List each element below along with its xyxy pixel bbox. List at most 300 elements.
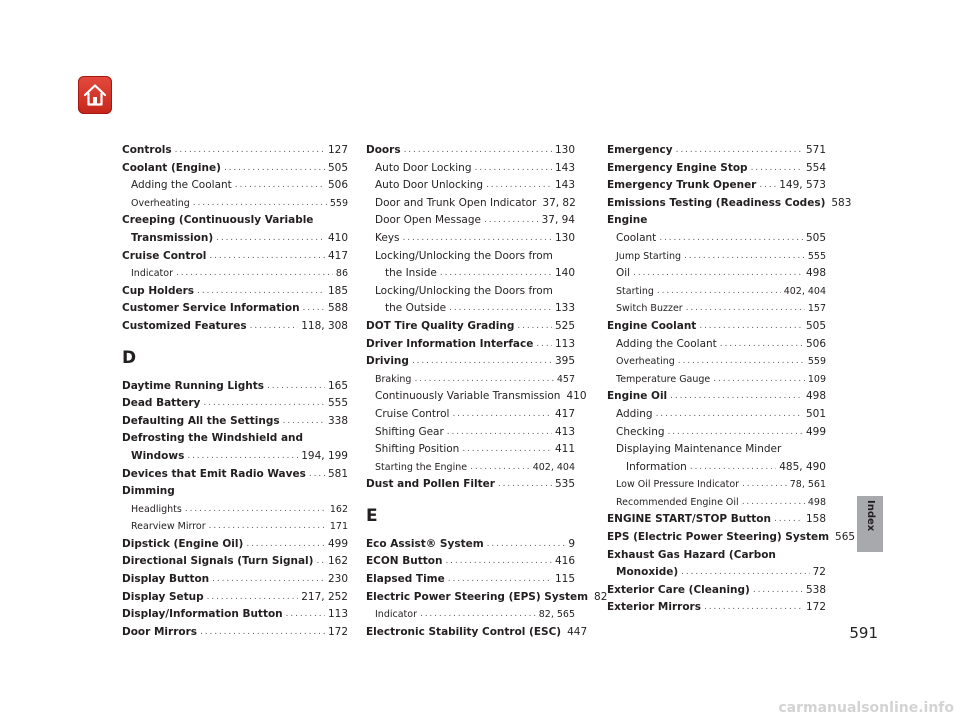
page-reference[interactable]: 113 (554, 337, 575, 350)
entry-label: Cup Holders (122, 284, 195, 297)
index-subentry[interactable] (366, 230, 575, 248)
index-heading[interactable]: Displaying Maintenance Minder (616, 443, 782, 456)
index-subentry[interactable] (366, 212, 575, 230)
index-subentry[interactable] (607, 230, 826, 248)
index-heading[interactable]: Defrosting the Windshield and (122, 432, 304, 445)
index-block (366, 536, 608, 642)
page-reference[interactable]: 402, 404 (532, 461, 575, 473)
entry-label: Shifting Gear (375, 425, 444, 438)
page-reference[interactable]: 172 (805, 601, 826, 614)
index-subentry[interactable] (122, 265, 348, 283)
dot-leader (487, 536, 566, 554)
index-entry[interactable] (122, 466, 348, 484)
dot-leader (200, 624, 325, 642)
dot-leader (303, 300, 325, 318)
dot-leader (678, 353, 805, 371)
dot-leader (486, 177, 552, 195)
dot-leader (704, 599, 803, 617)
entry-label: ECON Button (366, 555, 443, 568)
page-reference[interactable]: 525 (554, 319, 575, 332)
dot-leader (474, 160, 551, 178)
dot-leader (452, 406, 552, 424)
page-reference[interactable]: 555 (327, 397, 348, 410)
dot-leader (633, 265, 803, 283)
page-reference[interactable]: 416 (554, 555, 575, 568)
section-letter: D (122, 347, 137, 368)
entry-label: the Outside (385, 302, 447, 315)
dot-leader (774, 511, 803, 529)
dot-leader (250, 318, 299, 336)
page-reference[interactable]: 72 (812, 566, 826, 579)
dot-leader (448, 571, 552, 589)
page-reference[interactable]: 143 (554, 179, 575, 192)
dot-leader (656, 406, 803, 424)
page-reference[interactable]: 447 (567, 625, 588, 638)
dot-leader (209, 518, 327, 536)
page-reference[interactable]: 559 (329, 197, 348, 209)
index-entry[interactable] (122, 606, 348, 624)
index-subentry[interactable] (607, 300, 826, 318)
dot-leader (414, 371, 553, 389)
index-subentry[interactable] (122, 518, 348, 536)
dot-leader (420, 606, 536, 624)
entry-label: Continuously Variable Transmission (375, 390, 561, 403)
index-subentry[interactable] (366, 459, 575, 477)
page-reference[interactable]: 133 (554, 302, 575, 315)
entry-label: Oil (616, 267, 631, 280)
index-heading[interactable]: Engine (607, 214, 648, 227)
dot-leader (659, 230, 803, 248)
dot-leader (185, 501, 327, 519)
entry-label: Windows (131, 449, 185, 462)
index-subentry[interactable] (607, 336, 826, 354)
index-subentry[interactable] (607, 476, 826, 494)
dot-leader (470, 459, 530, 477)
page-reference[interactable]: 554 (805, 161, 826, 174)
dot-leader (267, 378, 325, 396)
dot-leader (753, 582, 803, 600)
dot-leader (203, 395, 325, 413)
entry-label: Defaulting All the Settings (122, 414, 280, 427)
index-entry[interactable] (122, 248, 348, 266)
page-reference[interactable]: 498 (805, 390, 826, 403)
index-column-2 (366, 142, 608, 641)
dot-leader (670, 388, 803, 406)
page-reference[interactable]: 130 (554, 231, 575, 244)
index-heading[interactable]: Creeping (Continuously Variable (122, 214, 314, 227)
dot-leader (699, 318, 803, 336)
index-heading[interactable]: Locking/Unlocking the Doors from (375, 284, 553, 297)
entry-label: Display/Information Button (122, 608, 283, 621)
dot-leader (175, 142, 325, 160)
dot-leader (440, 265, 552, 283)
entry-label: Keys (375, 231, 400, 244)
section-letter: E (366, 505, 378, 526)
entry-label: Indicator (375, 609, 417, 621)
entry-label: Door Mirrors (122, 625, 198, 638)
dot-leader (224, 160, 325, 178)
index-entry[interactable] (366, 589, 608, 607)
index-subentry[interactable] (607, 424, 826, 442)
page-reference[interactable]: 158 (805, 513, 826, 526)
dot-leader (759, 177, 776, 195)
index-subentry[interactable] (607, 371, 826, 389)
entry-label: Dust and Pollen Filter (366, 478, 495, 491)
index-subentry[interactable] (122, 501, 348, 519)
dot-leader (197, 283, 325, 301)
page-reference[interactable]: 535 (554, 478, 575, 491)
page-reference[interactable]: 86 (335, 268, 348, 280)
page-reference[interactable]: 506 (805, 337, 826, 350)
entry-label: Controls (122, 144, 172, 156)
index-subentry[interactable] (122, 177, 348, 195)
entry-label: Display Setup (122, 590, 204, 603)
entry-label: Low Oil Pressure Indicator (616, 479, 740, 491)
dot-leader (209, 248, 325, 266)
page-reference[interactable]: 501 (805, 407, 826, 420)
index-entry[interactable] (366, 353, 575, 371)
index-subentry[interactable] (366, 424, 575, 442)
entry-label: Adding (616, 407, 653, 420)
page-reference[interactable]: 506 (327, 179, 348, 192)
dot-leader (742, 494, 805, 512)
index-heading[interactable]: Locking/Unlocking the Doors from (375, 249, 553, 262)
index-entry[interactable] (366, 318, 575, 336)
index-entry[interactable] (122, 160, 348, 178)
dot-leader (536, 336, 552, 354)
dot-leader (286, 606, 325, 624)
dot-leader (187, 448, 298, 466)
dot-leader (309, 466, 325, 484)
page-reference[interactable]: 498 (805, 267, 826, 280)
index-subentry[interactable] (366, 441, 575, 459)
entry-label: Indicator (131, 268, 173, 280)
page-reference[interactable]: 37, 82 (542, 196, 576, 209)
index-entry[interactable] (122, 378, 348, 396)
page-reference[interactable]: 457 (556, 373, 575, 385)
index-entry[interactable] (607, 142, 826, 160)
entry-label: Adding the Coolant (131, 179, 232, 192)
page-reference[interactable]: 417 (554, 407, 575, 420)
page-reference[interactable]: 113 (327, 608, 348, 621)
index-entry[interactable] (607, 177, 826, 195)
entry-label: Display Button (122, 573, 210, 586)
entry-label: Emissions Testing (Readiness Codes) (607, 196, 826, 209)
index-entry[interactable] (366, 142, 575, 160)
index-subentry[interactable] (607, 353, 826, 371)
page-reference[interactable]: 115 (554, 573, 575, 586)
index-subentry[interactable] (607, 265, 826, 283)
entry-label: Devices that Emit Radio Waves (122, 467, 306, 480)
dot-leader (686, 300, 805, 318)
entry-label: Dipstick (Engine Oil) (122, 537, 244, 550)
watermark: carmanualsonline.info (778, 700, 954, 716)
page-reference[interactable]: 583 (831, 196, 852, 209)
page-number: 591 (849, 624, 878, 642)
index-subentry[interactable] (366, 371, 575, 389)
page-reference[interactable]: 82 (594, 590, 608, 603)
page-reference[interactable]: 588 (327, 302, 348, 315)
page-reference[interactable]: 571 (805, 144, 826, 156)
index-entry[interactable] (122, 318, 348, 336)
entry-label: Dead Battery (122, 397, 201, 410)
index-subentry[interactable] (607, 494, 826, 512)
entry-label: Auto Door Locking (375, 161, 472, 174)
entry-label: Starting the Engine (375, 461, 468, 473)
page-reference[interactable]: 395 (554, 355, 575, 368)
dot-leader (498, 476, 552, 494)
page-reference[interactable]: 171 (329, 521, 348, 533)
dot-leader (517, 318, 552, 336)
entry-label: Customized Features (122, 319, 247, 332)
dot-leader (207, 589, 299, 607)
page-reference[interactable]: 162 (327, 555, 348, 568)
dot-leader (176, 265, 333, 283)
page-reference[interactable]: 9 (568, 537, 575, 550)
dot-leader (283, 413, 325, 431)
entry-label: Electric Power Steering (EPS) System (366, 590, 589, 603)
index-entry[interactable] (607, 318, 826, 336)
entry-label: Doors (366, 144, 401, 156)
index-subentry[interactable] (366, 406, 575, 424)
page-reference[interactable]: 338 (327, 414, 348, 427)
page-reference[interactable]: 499 (327, 537, 348, 550)
entry-label: Exterior Mirrors (607, 601, 701, 614)
index-subentry[interactable] (366, 177, 575, 195)
home-icon (82, 82, 108, 108)
page-reference[interactable]: 413 (554, 425, 575, 438)
dot-leader (484, 212, 539, 230)
side-tab-label: Index (865, 500, 876, 532)
page-reference[interactable]: 162 (329, 503, 348, 515)
page-reference[interactable]: 130 (554, 144, 575, 156)
entry-label: Exterior Care (Cleaning) (607, 583, 750, 596)
page-reference[interactable]: 485, 490 (779, 460, 826, 473)
entry-label: Cruise Control (375, 407, 450, 420)
index-subentry[interactable] (366, 160, 575, 178)
page-reference[interactable]: 538 (805, 583, 826, 596)
index-subentry[interactable] (366, 300, 575, 318)
entry-label: Starting (616, 285, 654, 297)
index-entry[interactable] (122, 571, 348, 589)
dot-leader (684, 248, 805, 266)
page-reference[interactable]: 118, 308 (301, 319, 348, 332)
entry-label: Driving (366, 355, 409, 368)
index-entry[interactable] (366, 624, 588, 642)
entry-label: Eco Assist® System (366, 537, 484, 550)
dot-leader (212, 571, 325, 589)
index-entry[interactable] (607, 195, 852, 213)
entry-label: Emergency Trunk Opener (607, 179, 757, 192)
entry-label: Overheating (616, 356, 675, 368)
entry-label: Door and Trunk Open Indicator (375, 196, 537, 209)
index-entry[interactable] (607, 599, 826, 617)
home-button[interactable] (78, 76, 112, 114)
entry-label: Rearview Mirror (131, 521, 206, 533)
entry-label: Adding the Coolant (616, 337, 717, 350)
index-entry[interactable] (607, 511, 826, 529)
index-entry[interactable] (607, 529, 856, 547)
page-reference[interactable]: 410 (566, 390, 587, 403)
entry-label: Emergency Engine Stop (607, 161, 748, 174)
index-entry[interactable] (122, 230, 348, 248)
index-column-3 (607, 142, 856, 617)
dot-leader (412, 353, 552, 371)
entry-label: Shifting Position (375, 443, 460, 456)
page-reference[interactable]: 505 (805, 231, 826, 244)
page-reference[interactable]: 143 (554, 161, 575, 174)
index-entry[interactable] (122, 624, 348, 642)
index-entry[interactable] (607, 582, 826, 600)
dot-leader (235, 177, 325, 195)
index-entry[interactable] (122, 300, 348, 318)
entry-label: Braking (375, 373, 412, 385)
page-reference[interactable]: 559 (807, 356, 826, 368)
page-reference[interactable]: 499 (805, 425, 826, 438)
index-entry[interactable] (607, 564, 826, 582)
page-reference[interactable]: 230 (327, 573, 348, 586)
page-reference[interactable]: 410 (327, 231, 348, 244)
index-entry[interactable] (122, 413, 348, 431)
entry-label: Customer Service Information (122, 302, 300, 315)
dot-leader (316, 553, 324, 571)
index-entry[interactable] (607, 160, 826, 178)
page-reference[interactable]: 185 (327, 284, 348, 297)
dot-leader (447, 424, 552, 442)
index-entry[interactable] (122, 283, 348, 301)
index-entry[interactable] (122, 142, 348, 160)
page-reference[interactable]: 37, 94 (541, 214, 575, 227)
page-reference[interactable]: 82, 565 (538, 609, 575, 621)
dot-leader (216, 230, 325, 248)
page-reference[interactable]: 555 (807, 250, 826, 262)
page-reference[interactable]: 505 (805, 319, 826, 332)
dot-leader (246, 536, 325, 554)
dot-leader (462, 441, 552, 459)
index-heading[interactable]: Dimming (122, 485, 175, 498)
entry-label: Directional Signals (Turn Signal) (122, 555, 314, 568)
index-block (366, 142, 587, 494)
dot-leader (713, 371, 805, 389)
index-subentry[interactable] (366, 265, 575, 283)
entry-label: Daytime Running Lights (122, 379, 264, 392)
index-entry[interactable] (366, 476, 575, 494)
entry-label: Coolant (616, 231, 657, 244)
entry-label: Switch Buzzer (616, 303, 683, 315)
entry-label: Engine Coolant (607, 319, 697, 332)
page-reference[interactable]: 149, 573 (779, 179, 826, 192)
index-entry[interactable] (122, 536, 348, 554)
index-column-1 (122, 142, 348, 641)
index-entry[interactable] (366, 571, 575, 589)
dot-leader (742, 476, 787, 494)
entry-label: Jump Starting (616, 250, 682, 262)
index-subentry[interactable] (607, 459, 826, 477)
page-reference[interactable]: 127 (327, 144, 348, 156)
page-reference[interactable]: 411 (554, 443, 575, 456)
entry-label: Auto Door Unlocking (375, 179, 484, 192)
index-subentry[interactable] (122, 195, 348, 213)
dot-leader (403, 230, 552, 248)
page-reference[interactable]: 217, 252 (301, 590, 348, 603)
index-entry[interactable] (607, 388, 826, 406)
dot-leader (676, 142, 803, 160)
entry-label: Driver Information Interface (366, 337, 534, 350)
dot-leader (751, 160, 803, 178)
index-entry[interactable] (122, 589, 348, 607)
index-entry[interactable] (366, 536, 575, 554)
entry-label: the Inside (385, 267, 437, 280)
index-subentry[interactable] (366, 388, 587, 406)
page-reference[interactable]: 109 (807, 373, 826, 385)
page-reference[interactable]: 165 (327, 379, 348, 392)
index-entry[interactable] (366, 336, 575, 354)
entry-label: DOT Tire Quality Grading (366, 319, 515, 332)
entry-label: Coolant (Engine) (122, 161, 221, 174)
entry-label: Monoxide) (616, 566, 679, 579)
dot-leader (404, 142, 552, 160)
page-reference[interactable]: 140 (554, 267, 575, 280)
index-subentry[interactable] (607, 406, 826, 424)
dot-leader (690, 459, 776, 477)
entry-label: Cruise Control (122, 249, 207, 262)
index-heading[interactable]: Exhaust Gas Hazard (Carbon (607, 548, 776, 561)
page-reference[interactable]: 78, 561 (789, 479, 826, 491)
page-reference[interactable]: 194, 199 (301, 449, 348, 462)
dot-leader (193, 195, 327, 213)
page-reference[interactable]: 172 (327, 625, 348, 638)
index-block (122, 142, 348, 336)
page-reference[interactable]: 417 (327, 249, 348, 262)
index-subentry[interactable] (607, 283, 826, 301)
index-entry[interactable] (122, 448, 348, 466)
entry-label: Information (626, 460, 687, 473)
dot-leader (657, 283, 781, 301)
page-reference[interactable]: 505 (327, 161, 348, 174)
dot-leader (449, 300, 552, 318)
entry-label: Electronic Stability Control (ESC) (366, 625, 562, 638)
page-reference[interactable]: 498 (807, 496, 826, 508)
entry-label: EPS (Electric Power Steering) System (607, 531, 830, 544)
page-reference[interactable]: 565 (835, 531, 856, 544)
entry-label: ENGINE START/STOP Button (607, 513, 771, 526)
entry-label: Engine Oil (607, 390, 668, 403)
entry-label: Temperature Gauge (616, 373, 711, 385)
entry-label: Transmission) (131, 231, 214, 244)
entry-label: Recommended Engine Oil (616, 496, 739, 508)
entry-label: Emergency (607, 144, 673, 156)
index-entry[interactable] (122, 553, 348, 571)
index-entry[interactable] (122, 395, 348, 413)
index-block (122, 378, 348, 642)
entry-label: Overheating (131, 197, 190, 209)
dot-leader (681, 564, 809, 582)
dot-leader (668, 424, 803, 442)
index-subentry[interactable] (366, 195, 575, 213)
entry-label: Checking (616, 425, 665, 438)
index-block (607, 142, 856, 617)
entry-label: Elapsed Time (366, 573, 445, 586)
page-reference[interactable]: 402, 404 (783, 285, 826, 297)
page-reference[interactable]: 157 (807, 303, 826, 315)
index-subentry[interactable] (607, 248, 826, 266)
dot-leader (720, 336, 803, 354)
index-entry[interactable] (366, 553, 575, 571)
entry-label: Door Open Message (375, 214, 481, 227)
dot-leader (445, 553, 552, 571)
page-reference[interactable]: 581 (327, 467, 348, 480)
index-subentry[interactable] (366, 606, 575, 624)
